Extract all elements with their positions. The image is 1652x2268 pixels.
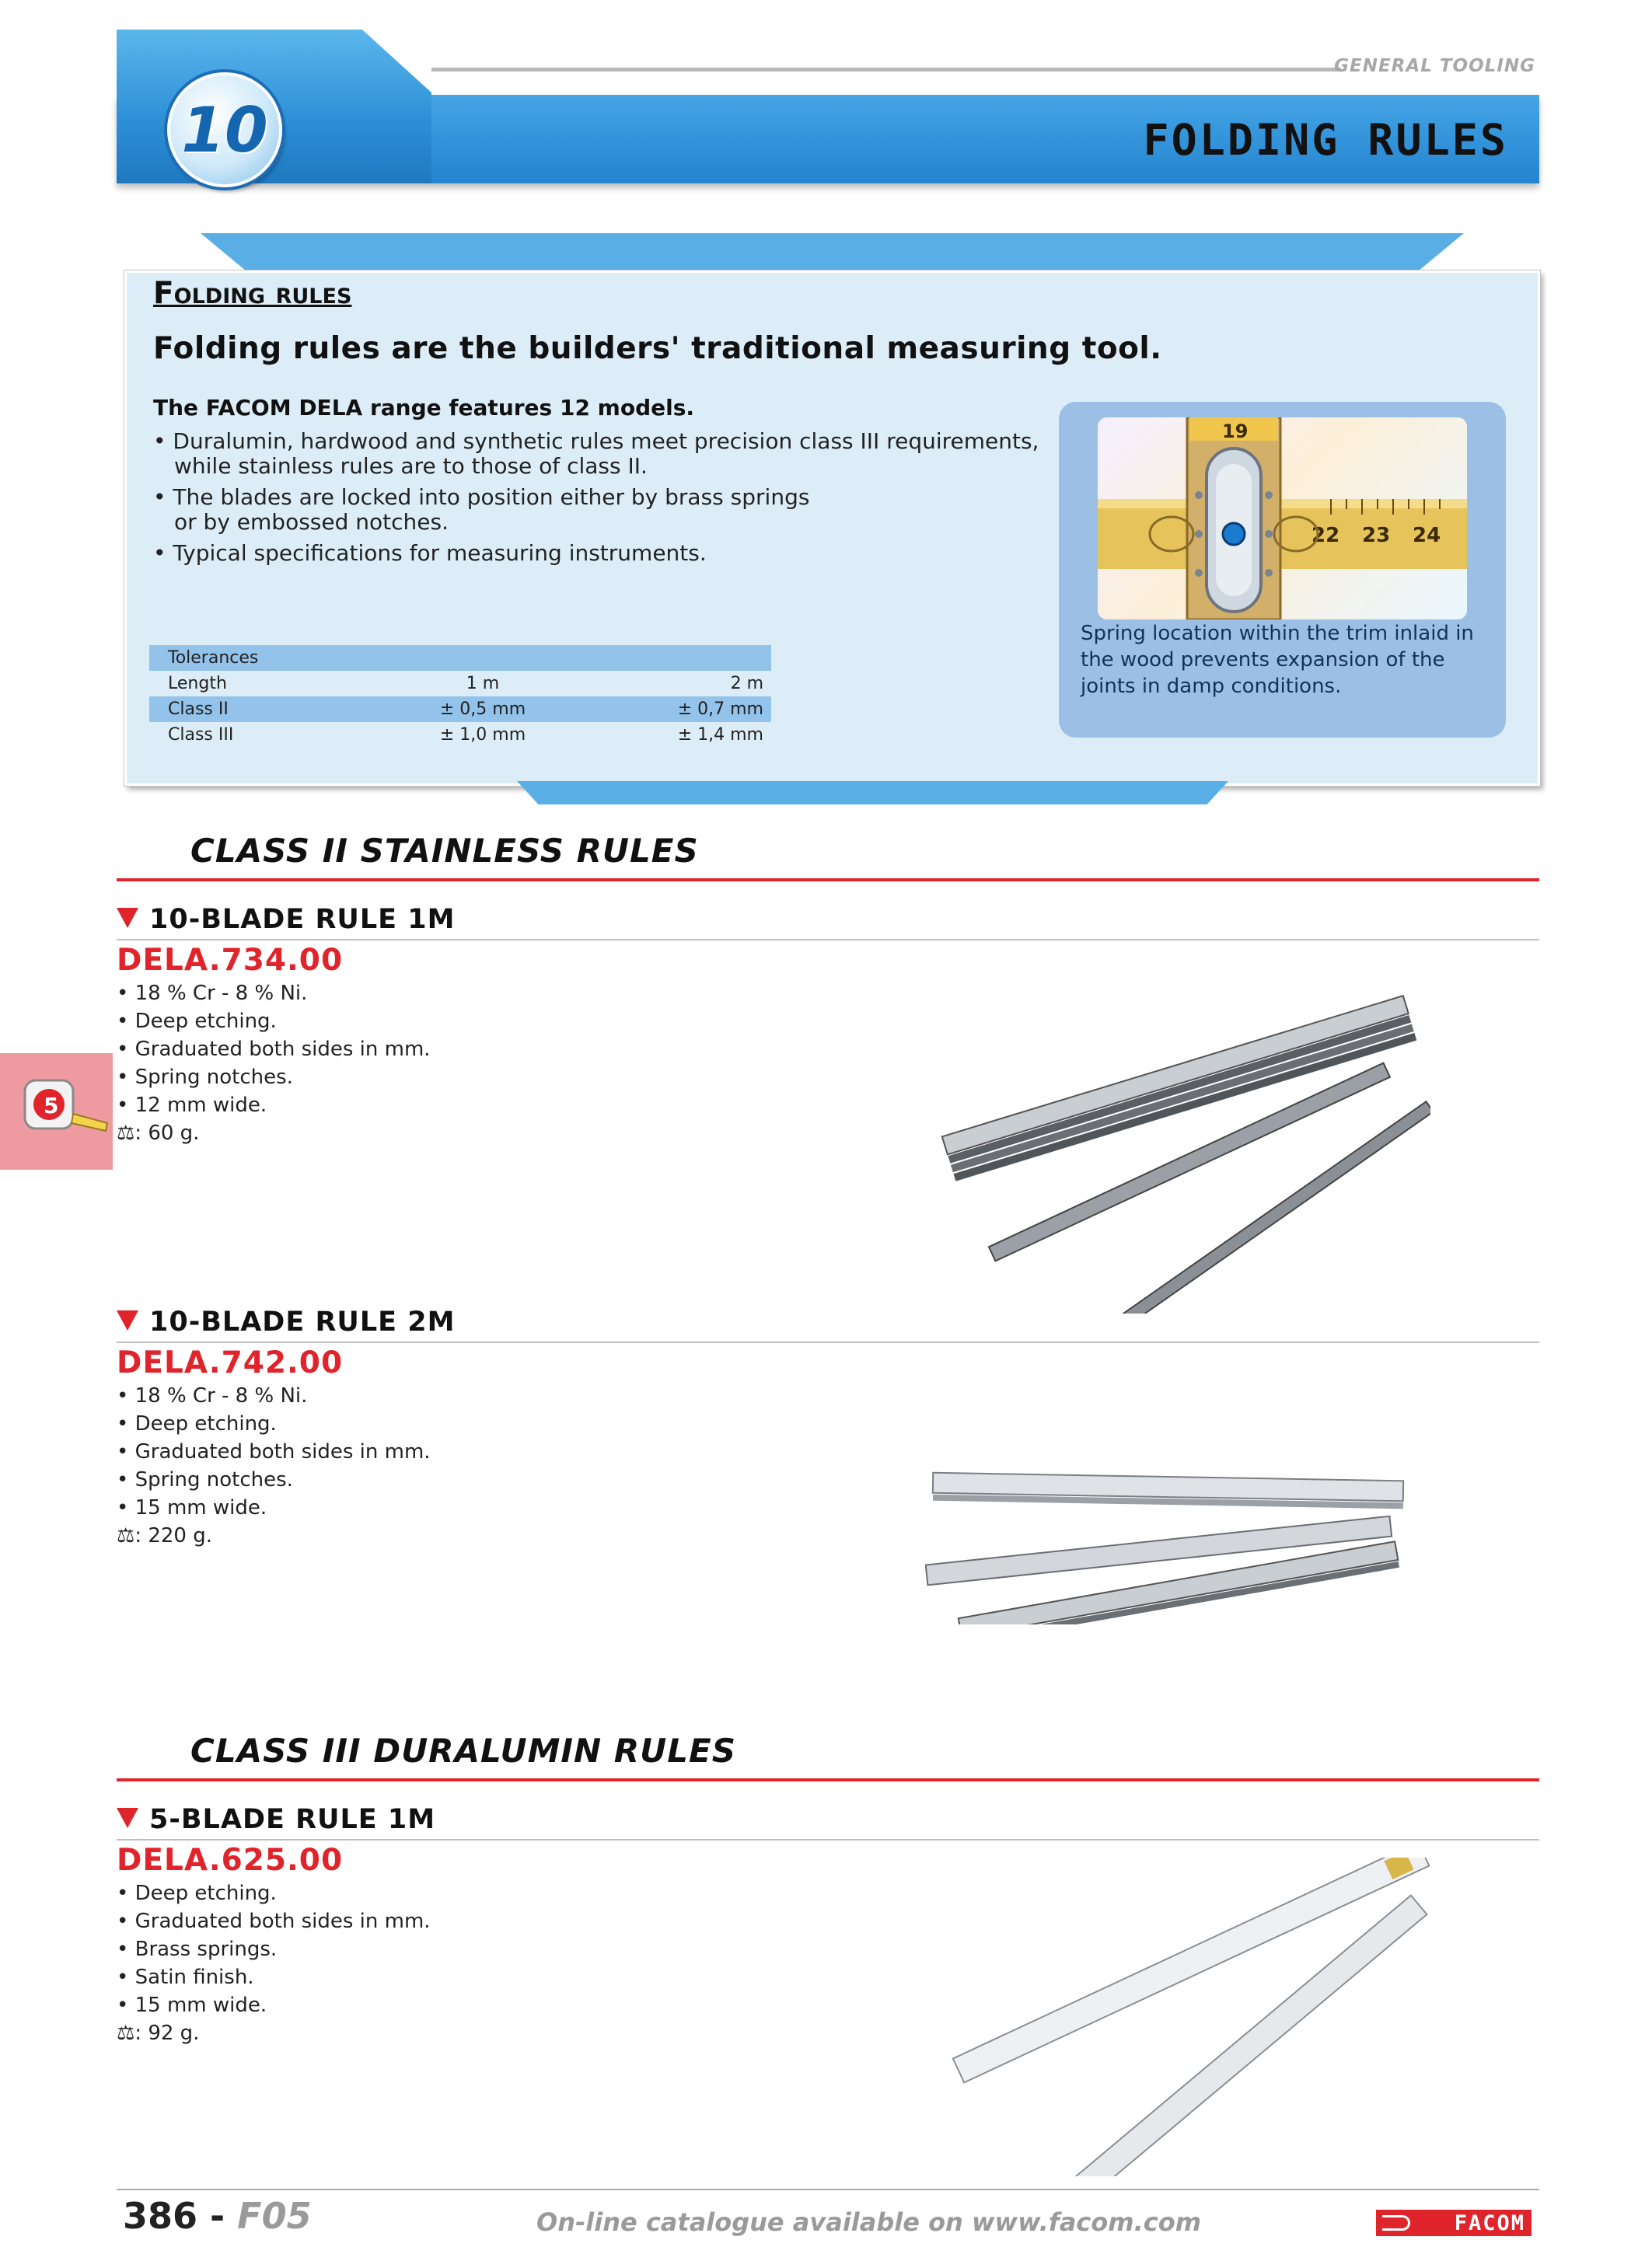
spring-caption: Spring location within the trim inlaid in the wood prevents expansion of the joints in damp conditions. bbox=[1081, 622, 1474, 698]
table-cell: ± 0,7 mm bbox=[588, 696, 771, 722]
weight-icon: ⚖ bbox=[117, 2022, 135, 2045]
spec-line: • 15 mm wide. bbox=[117, 1994, 267, 2017]
table-cell: Class III bbox=[168, 725, 234, 745]
intro-heading: Folding rules bbox=[153, 276, 352, 311]
brand-logo bbox=[1376, 2210, 1532, 2236]
spec-line: • 18 % Cr - 8 % Ni. bbox=[117, 982, 308, 1005]
tape-measure-icon bbox=[0, 1053, 113, 1170]
chapter-side-tab[interactable] bbox=[0, 1053, 113, 1170]
table-cell: ± 1,4 mm bbox=[677, 725, 763, 745]
product-rule bbox=[117, 939, 1539, 940]
table-cell: 2 m bbox=[730, 674, 763, 693]
scale-number-top: 19 bbox=[1222, 420, 1249, 442]
table-cell: ± 1,0 mm bbox=[439, 725, 526, 745]
chapter-number: 10 bbox=[181, 93, 268, 166]
spring-joint-illustration bbox=[1098, 417, 1467, 619]
intro-bullet: • Typical specifications for measuring instruments. bbox=[153, 540, 707, 566]
table-cell: Class II bbox=[149, 696, 378, 722]
stainless-folding-rule-image bbox=[925, 972, 1430, 1314]
weight-line: ⚖: 220 g. bbox=[117, 1524, 212, 1547]
spec-line: • Graduated both sides in mm. bbox=[117, 1038, 431, 1061]
chapter-badge bbox=[167, 72, 282, 187]
table-row bbox=[149, 722, 771, 748]
product-reference[interactable]: DELA.625.00 bbox=[117, 1843, 344, 1878]
scale-number: 24 bbox=[1413, 524, 1441, 547]
product-specs bbox=[117, 979, 431, 1147]
spec-line: • Deep etching. bbox=[117, 1882, 277, 1905]
section-rule bbox=[117, 878, 1539, 881]
product-name: 10-BLADE RULE 1M bbox=[117, 904, 455, 935]
product-name: 5-BLADE RULE 1M bbox=[117, 1804, 435, 1835]
spec-line: • 15 mm wide. bbox=[117, 1496, 267, 1520]
intro-lead: Folding rules are the builders' traditional measuring tool. bbox=[153, 331, 1162, 366]
intro-box-top-band bbox=[201, 233, 1464, 275]
header-line bbox=[431, 68, 1341, 72]
weight-line: ⚖: 92 g. bbox=[117, 2022, 200, 2045]
product-specs bbox=[117, 1879, 431, 2047]
spec-line: • 18 % Cr - 8 % Ni. bbox=[117, 1384, 308, 1408]
intro-subheading: The FACOM DELA range features 12 models. bbox=[153, 395, 695, 420]
table-cell: Length bbox=[168, 674, 227, 693]
product-rule bbox=[117, 1839, 1539, 1841]
product-reference[interactable]: DELA.734.00 bbox=[117, 943, 344, 978]
product-name: 10-BLADE RULE 2M bbox=[117, 1307, 455, 1338]
brand-mark-icon bbox=[1382, 2215, 1410, 2231]
side-tab-label: 5 bbox=[44, 1093, 59, 1118]
tolerances-title: Tolerances bbox=[149, 645, 378, 671]
triangle-bullet-icon bbox=[117, 908, 138, 928]
spec-line: • Graduated both sides in mm. bbox=[117, 1440, 431, 1464]
spec-line: • 12 mm wide. bbox=[117, 1094, 267, 1117]
table-row bbox=[149, 696, 771, 722]
product-reference[interactable]: DELA.742.00 bbox=[117, 1345, 344, 1380]
intro-box-bottom-band bbox=[517, 781, 1228, 804]
spring-joint-image bbox=[1098, 417, 1467, 619]
tolerances-table bbox=[149, 645, 771, 748]
tolerances-title-row bbox=[149, 645, 771, 671]
section-label: GENERAL TOOLING bbox=[1334, 56, 1535, 76]
table-cell: ± 0,5 mm bbox=[378, 696, 588, 722]
triangle-bullet-icon bbox=[117, 1808, 138, 1828]
duralumin-folding-rule-image bbox=[925, 1858, 1454, 2176]
table-row bbox=[149, 671, 771, 696]
spec-line: • Spring notches. bbox=[117, 1468, 293, 1492]
section-title: CLASS III DURALUMIN RULES bbox=[190, 1732, 736, 1770]
scale-number: 23 bbox=[1362, 524, 1391, 547]
product-specs bbox=[117, 1382, 431, 1550]
weight-icon: ⚖ bbox=[117, 1524, 135, 1547]
brand-name: FACOM bbox=[1454, 2210, 1525, 2235]
page-title: FOLDING RULES bbox=[1143, 115, 1508, 165]
product-rule bbox=[117, 1342, 1539, 1343]
section-rule bbox=[117, 1778, 1539, 1781]
spec-line: • Satin finish. bbox=[117, 1966, 254, 1989]
intro-bullet: • Duralumin, hardwood and synthetic rules meet precision class III requirements, while stainless rules are to those of class II. bbox=[153, 428, 1039, 479]
intro-bullet-list bbox=[153, 429, 1055, 572]
table-cell: 1 m bbox=[466, 674, 500, 693]
spec-line: • Spring notches. bbox=[117, 1066, 293, 1089]
spec-line: • Graduated both sides in mm. bbox=[117, 1910, 431, 1933]
page-number: 386 - F05 bbox=[123, 2195, 312, 2237]
page-code: F05 bbox=[237, 2195, 312, 2237]
intro-bullet: • The blades are locked into position either by brass springs or by embossed notches. bbox=[153, 484, 810, 535]
weight-line: ⚖: 60 g. bbox=[117, 1122, 200, 1145]
scale-number: 22 bbox=[1311, 524, 1340, 547]
spec-line: • Brass springs. bbox=[117, 1938, 278, 1961]
triangle-bullet-icon bbox=[117, 1310, 138, 1331]
section-title: CLASS II STAINLESS RULES bbox=[190, 832, 699, 870]
spec-line: • Deep etching. bbox=[117, 1010, 277, 1033]
spec-line: • Deep etching. bbox=[117, 1412, 277, 1436]
footer-url-text[interactable]: On-line catalogue available on www.facom.com bbox=[536, 2207, 1202, 2237]
weight-icon: ⚖ bbox=[117, 1122, 135, 1145]
stainless-folding-rule-image bbox=[925, 1461, 1415, 1624]
footer-rule bbox=[117, 2189, 1539, 2190]
